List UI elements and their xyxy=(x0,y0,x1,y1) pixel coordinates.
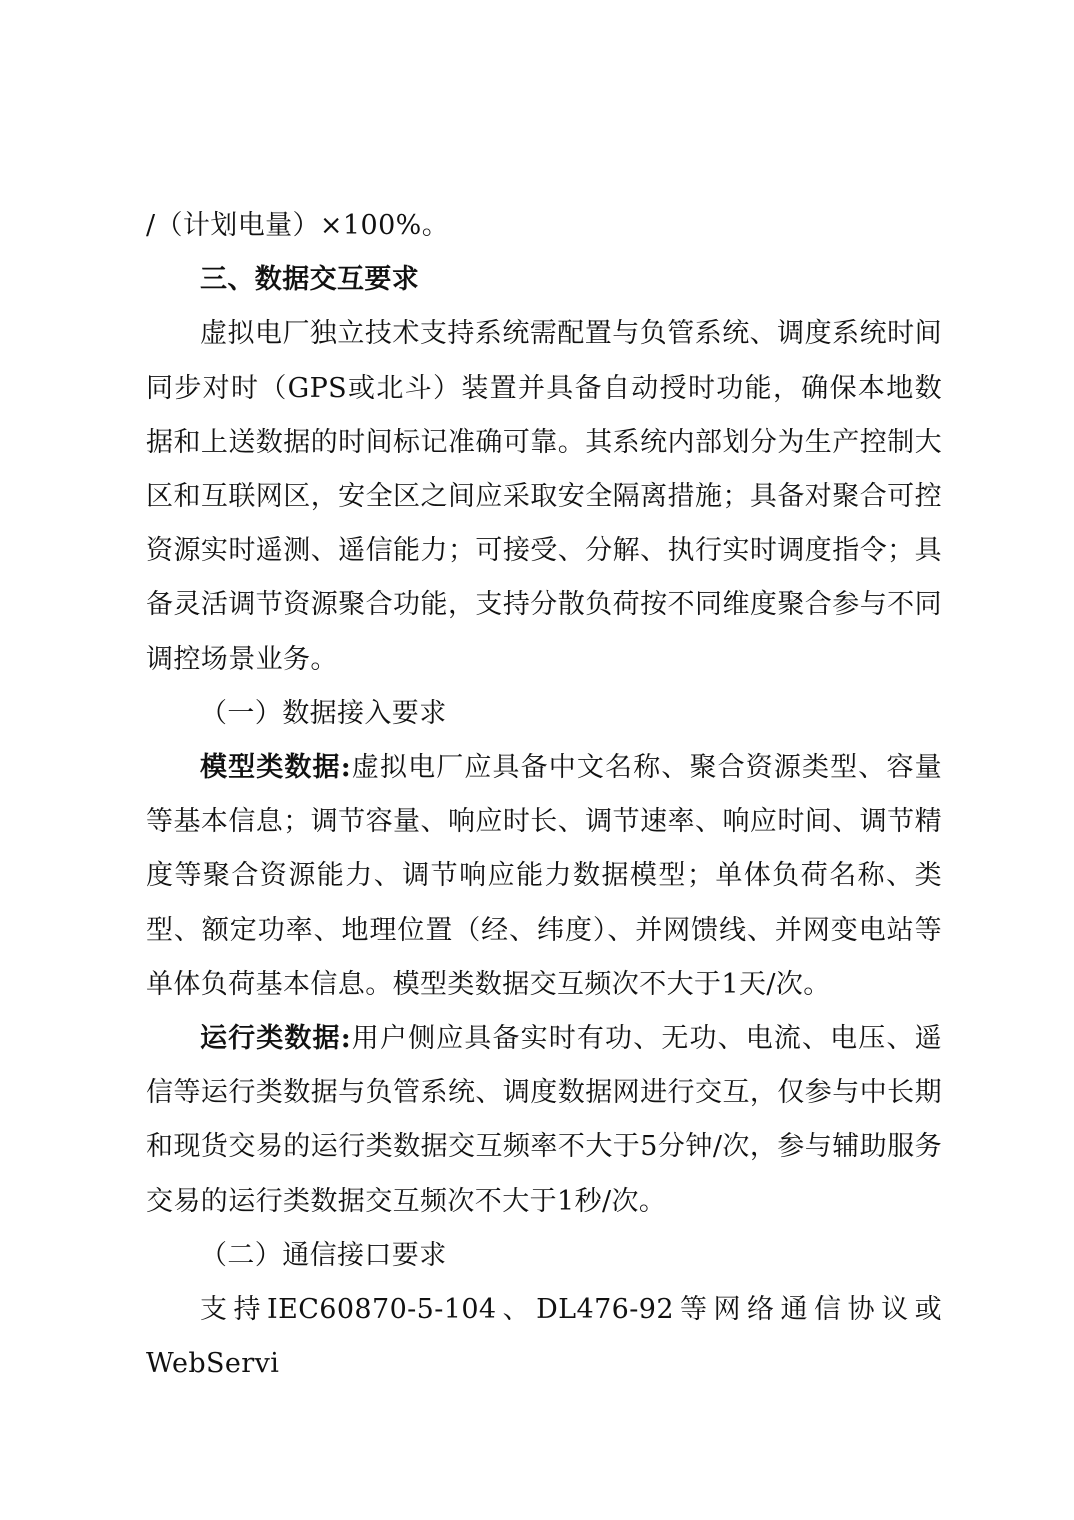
intro-paragraph: 虚拟电厂独立技术支持系统需配置与负管系统、调度系统时间同步对时（GPS或北斗）装置并具备自动授时功能，确保本地数据和上送数据的时间标记准确可靠。其系统内部划分为生产控制大区和互联网区，安全区之间应采取安全隔离措施；具备对聚合可控资源实时遥测、遥信能力；可接受、分解、执行实时调度指令；具备灵活调节资源聚合功能，支持分散负荷按不同维度聚合参与不同调控场景业务。 xyxy=(146,318,942,675)
comm-paragraph: 支持IEC60870-5-104、DL476-92等网络通信协议或WebServi xyxy=(146,1294,942,1380)
runtime-data-paragraph xyxy=(146,1012,942,1229)
model-data-text: 虚拟电厂应具备中文名称、聚合资源类型、容量等基本信息；调节容量、响应时长、调节速率、响应时间、调节精度等聚合资源能力、调节响应能力数据模型；单体负荷名称、类型、额定功率、地理位置（经、纬度）、并网馈线、并网变电站等单体负荷基本信息。模型类数据交互频次不大于1天/次。 xyxy=(146,752,942,1000)
formula-continuation: /（计划电量）×100%。 xyxy=(146,210,450,241)
model-data-paragraph xyxy=(146,741,942,1012)
subsection-title-data-access: （一）数据接入要求 xyxy=(200,697,447,729)
runtime-data-lead: 运行类数据: xyxy=(200,1023,352,1055)
document-body xyxy=(146,199,942,1391)
section-title: 三、数据交互要求 xyxy=(200,264,420,296)
subsection-title-comm-interface: （二）通信接口要求 xyxy=(200,1239,447,1271)
model-data-lead: 模型类数据: xyxy=(200,752,352,784)
runtime-data-text: 用户侧应具备实时有功、无功、电流、电压、遥信等运行类数据与负管系统、调度数据网进行交互，仅参与中长期和现货交易的运行类数据交互频率不大于5分钟/次，参与辅助服务交易的运行类数据交互频次不大于1秒/次。 xyxy=(146,1023,942,1217)
